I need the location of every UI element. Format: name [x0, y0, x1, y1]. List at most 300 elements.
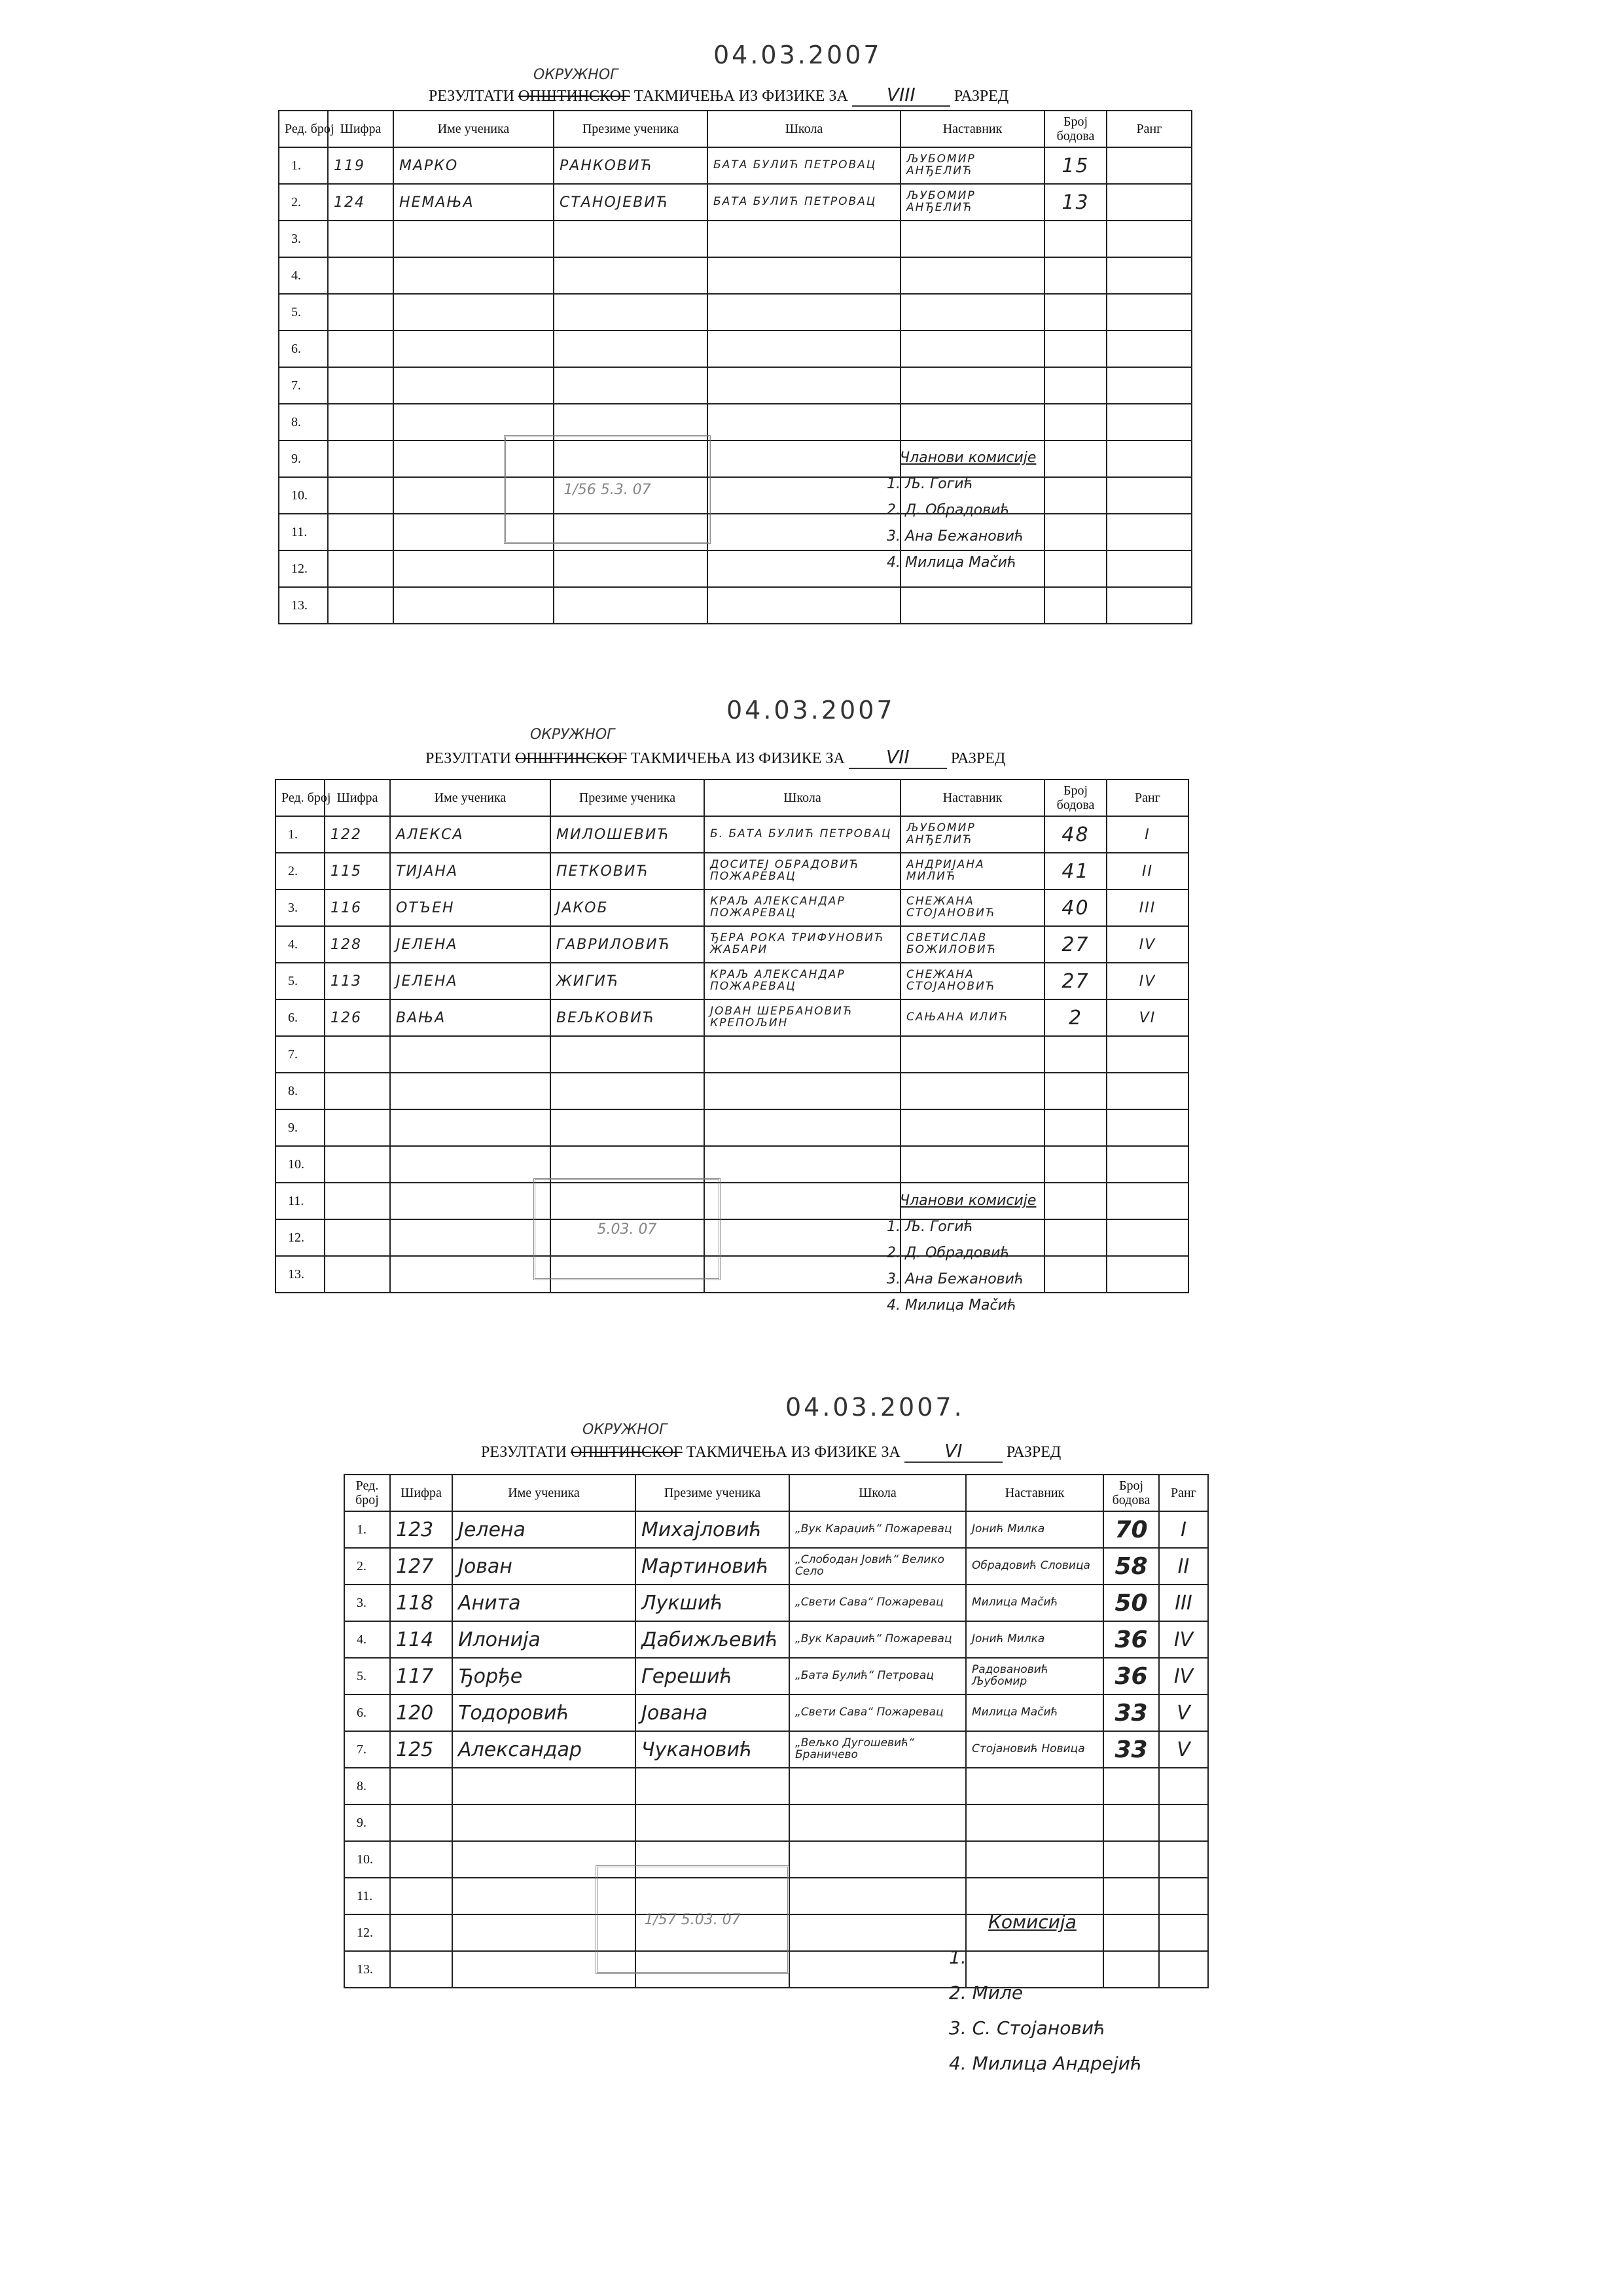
rank-cell: [1107, 1036, 1188, 1073]
first-name-cell: [390, 1073, 550, 1109]
code-cell: [390, 1841, 452, 1878]
rank-cell: [1107, 1073, 1188, 1109]
school-cell: [707, 367, 901, 404]
row-number: 8.: [276, 1073, 325, 1109]
first-name-cell: [393, 367, 554, 404]
rank-cell: [1107, 550, 1192, 587]
row-number: 13.: [276, 1256, 325, 1293]
teacher-cell: [901, 331, 1044, 367]
teacher-cell: Јонић Милка: [966, 1511, 1103, 1548]
score-cell: [1044, 257, 1107, 294]
col-rank: Ранг: [1159, 1475, 1208, 1511]
school-cell: [789, 1768, 966, 1804]
first-name-cell: АЛЕКСА: [390, 816, 550, 853]
code-cell: [390, 1878, 452, 1914]
table-row: [279, 404, 1192, 440]
heading-prefix: РЕЗУЛТАТИ: [429, 88, 514, 105]
code-cell: [325, 1256, 390, 1293]
rank-cell: [1107, 514, 1192, 550]
school-cell: [704, 1146, 901, 1183]
stamp-2: 5.03. 07: [533, 1178, 721, 1280]
first-name-cell: [393, 257, 554, 294]
header-row: [344, 1475, 1208, 1511]
col-teacher: Наставник: [966, 1475, 1103, 1511]
row-number: 11.: [344, 1878, 390, 1914]
last-name-cell: СТАНОЈЕВИЋ: [554, 184, 707, 221]
date-1: 04.03.2007: [713, 41, 882, 69]
table-row: [276, 853, 1188, 889]
inserted-word-2: ОКРУЖНОГ: [530, 726, 615, 743]
first-name-cell: Тодоровић: [452, 1695, 635, 1731]
rank-cell: [1107, 477, 1192, 514]
first-name-cell: [393, 587, 554, 624]
school-cell: „Свети Сава“ Пожаревац: [789, 1585, 966, 1621]
row-number: 7.: [279, 367, 328, 404]
row-number: 9.: [279, 440, 328, 477]
school-cell: [789, 1914, 966, 1951]
table-row: [276, 1219, 1188, 1256]
score-cell: [1044, 1219, 1107, 1256]
school-cell: [707, 294, 901, 331]
grade-field: VIII: [852, 84, 950, 107]
first-name-cell: МАРКО: [393, 147, 554, 184]
table-row: [276, 1109, 1188, 1146]
school-cell: [707, 404, 901, 440]
table-row: [279, 477, 1192, 514]
school-cell: [707, 550, 901, 587]
results-table-1: [278, 110, 1192, 624]
first-name-cell: [390, 1183, 550, 1219]
heading-middle: ТАКМИЧЕЊА ИЗ ФИЗИКЕ ЗА: [633, 88, 848, 105]
heading-suffix: РАЗРЕД: [1006, 1444, 1061, 1461]
school-cell: КРАЉ АЛЕКСАНДАР ПОЖАРЕВАЦ: [704, 889, 901, 926]
score-cell: [1044, 514, 1107, 550]
rank-cell: [1107, 331, 1192, 367]
code-cell: [390, 1951, 452, 1988]
teacher-cell: [901, 1109, 1044, 1146]
score-cell: 70: [1103, 1511, 1159, 1548]
commission-2: [887, 1188, 1036, 1319]
row-number: 10.: [279, 477, 328, 514]
school-cell: [789, 1841, 966, 1878]
rank-cell: I: [1159, 1511, 1208, 1548]
code-cell: [328, 367, 393, 404]
row-number: 2.: [279, 184, 328, 221]
table-row: [276, 963, 1188, 999]
row-number: 5.: [276, 963, 325, 999]
col-rank: Ранг: [1107, 780, 1188, 816]
first-name-cell: [393, 550, 554, 587]
table-row: [344, 1731, 1208, 1768]
last-name-cell: [550, 1109, 704, 1146]
row-number: 9.: [276, 1109, 325, 1146]
code-cell: 116: [325, 889, 390, 926]
school-cell: „Свети Сава“ Пожаревац: [789, 1695, 966, 1731]
row-number: 10.: [344, 1841, 390, 1878]
score-cell: [1044, 404, 1107, 440]
rank-cell: V: [1159, 1731, 1208, 1768]
header-row: [276, 780, 1188, 816]
first-name-cell: [452, 1768, 635, 1804]
stamp-3: 1/57 5.03. 07: [596, 1865, 789, 1974]
last-name-cell: [550, 1073, 704, 1109]
score-cell: [1044, 1109, 1107, 1146]
rank-cell: [1107, 1183, 1188, 1219]
last-name-cell: [635, 1768, 789, 1804]
row-number: 11.: [276, 1183, 325, 1219]
row-number: 3.: [344, 1585, 390, 1621]
code-cell: [328, 221, 393, 257]
last-name-cell: ПЕТКОВИЋ: [550, 853, 704, 889]
table-row: [344, 1511, 1208, 1548]
teacher-cell: АНДРИЈАНА МИЛИЋ: [901, 853, 1044, 889]
col-school: Школа: [789, 1475, 966, 1511]
row-number: 10.: [276, 1146, 325, 1183]
score-cell: 15: [1044, 147, 1107, 184]
table-row: [279, 257, 1192, 294]
table-row: [279, 331, 1192, 367]
school-cell: ЂЕРА РОКА ТРИФУНОВИЋ ЖАБАРИ: [704, 926, 901, 963]
row-number: 12.: [276, 1219, 325, 1256]
inserted-word-3: ОКРУЖНОГ: [582, 1422, 668, 1438]
table-row: [279, 294, 1192, 331]
table-row: [344, 1548, 1208, 1585]
first-name-cell: [390, 1146, 550, 1183]
row-number: 2.: [344, 1548, 390, 1585]
rank-cell: [1107, 1256, 1188, 1293]
last-name-cell: Дабижљевић: [635, 1621, 789, 1658]
code-cell: [325, 1036, 390, 1073]
col-school: Школа: [704, 780, 901, 816]
school-cell: „Вељко Дугошевић“ Браничево: [789, 1731, 966, 1768]
code-cell: 123: [390, 1511, 452, 1548]
first-name-cell: ЈЕЛЕНА: [390, 963, 550, 999]
header-row: [279, 111, 1192, 147]
col-no: Ред. број: [344, 1475, 390, 1511]
heading-middle: ТАКМИЧЕЊА ИЗ ФИЗИКЕ ЗА: [630, 750, 845, 767]
score-cell: [1103, 1804, 1159, 1841]
rank-cell: [1159, 1841, 1208, 1878]
table-row: [279, 550, 1192, 587]
commission-member: 1. Љ. Гогић: [887, 476, 973, 492]
last-name-cell: Мартиновић: [635, 1548, 789, 1585]
score-cell: 33: [1103, 1695, 1159, 1731]
code-cell: 120: [390, 1695, 452, 1731]
row-number: 8.: [344, 1768, 390, 1804]
col-teacher: Наставник: [901, 780, 1044, 816]
code-cell: 119: [328, 147, 393, 184]
table-row: [276, 889, 1188, 926]
score-cell: 48: [1044, 816, 1107, 853]
school-cell: [789, 1951, 966, 1988]
last-name-cell: [554, 257, 707, 294]
heading-suffix: РАЗРЕД: [950, 750, 1006, 767]
commission-member: 4. Милица Маčић: [887, 1297, 1017, 1314]
date-3: 04.03.2007.: [785, 1393, 965, 1422]
rank-cell: [1159, 1914, 1208, 1951]
code-cell: [328, 257, 393, 294]
heading-struck-word: ОПШТИНСКОГ: [570, 1444, 683, 1461]
row-number: 6.: [344, 1695, 390, 1731]
row-number: 13.: [279, 587, 328, 624]
code-cell: 125: [390, 1731, 452, 1768]
row-number: 6.: [276, 999, 325, 1036]
table-row: [276, 1146, 1188, 1183]
table-row: [279, 440, 1192, 477]
score-cell: [1044, 587, 1107, 624]
teacher-cell: Милица Маčић: [966, 1585, 1103, 1621]
rank-cell: [1159, 1878, 1208, 1914]
teacher-cell: [901, 1073, 1044, 1109]
code-cell: [325, 1073, 390, 1109]
last-name-cell: Михајловић: [635, 1511, 789, 1548]
score-cell: 27: [1044, 963, 1107, 999]
row-number: 7.: [276, 1036, 325, 1073]
rank-cell: [1107, 404, 1192, 440]
rank-cell: II: [1107, 853, 1188, 889]
score-cell: [1044, 367, 1107, 404]
score-cell: 33: [1103, 1731, 1159, 1768]
table-row: [279, 184, 1192, 221]
commission-member: 1. Љ. Гогић: [887, 1219, 973, 1235]
teacher-cell: [901, 294, 1044, 331]
code-cell: [328, 550, 393, 587]
table-row: [344, 1695, 1208, 1731]
last-name-cell: Лукшић: [635, 1585, 789, 1621]
teacher-cell: ЉУБОМИР АНЂЕЛИЋ: [901, 816, 1044, 853]
commission-member: 4. Милица Андрејић: [949, 2053, 1143, 2074]
score-cell: 13: [1044, 184, 1107, 221]
rank-cell: II: [1159, 1548, 1208, 1585]
teacher-cell: [901, 367, 1044, 404]
date-2: 04.03.2007: [726, 696, 895, 725]
score-cell: 40: [1044, 889, 1107, 926]
col-score: Број бодова: [1044, 780, 1107, 816]
row-number: 7.: [344, 1731, 390, 1768]
last-name-cell: [554, 587, 707, 624]
rank-cell: IV: [1107, 926, 1188, 963]
table-row: [344, 1585, 1208, 1621]
score-cell: 50: [1103, 1585, 1159, 1621]
table-row: [344, 1804, 1208, 1841]
first-name-cell: [393, 331, 554, 367]
code-cell: [390, 1804, 452, 1841]
first-name-cell: Јован: [452, 1548, 635, 1585]
school-cell: [707, 257, 901, 294]
school-cell: [704, 1073, 901, 1109]
rank-cell: [1107, 257, 1192, 294]
rank-cell: III: [1159, 1585, 1208, 1621]
first-name-cell: [390, 1109, 550, 1146]
last-name-cell: [554, 367, 707, 404]
row-number: 1.: [276, 816, 325, 853]
row-number: 12.: [279, 550, 328, 587]
col-rank: Ранг: [1107, 111, 1192, 147]
school-cell: [704, 1219, 901, 1256]
commission-member: 2. Д. Обрадовић: [887, 1245, 1010, 1261]
first-name-cell: ОТЪЕН: [390, 889, 550, 926]
col-no: Ред. број: [276, 780, 325, 816]
code-cell: 117: [390, 1658, 452, 1695]
row-number: 3.: [279, 221, 328, 257]
row-number: 9.: [344, 1804, 390, 1841]
code-cell: 127: [390, 1548, 452, 1585]
table-row: [344, 1658, 1208, 1695]
code-cell: [325, 1183, 390, 1219]
table-row: [279, 587, 1192, 624]
first-name-cell: Илонија: [452, 1621, 635, 1658]
rank-cell: IV: [1159, 1621, 1208, 1658]
score-cell: [1103, 1768, 1159, 1804]
teacher-cell: [901, 1036, 1044, 1073]
score-cell: [1044, 331, 1107, 367]
row-number: 2.: [276, 853, 325, 889]
code-cell: [325, 1146, 390, 1183]
last-name-cell: [554, 331, 707, 367]
first-name-cell: ЈЕЛЕНА: [390, 926, 550, 963]
school-cell: [789, 1878, 966, 1914]
school-cell: [707, 477, 901, 514]
row-number: 4.: [276, 926, 325, 963]
teacher-cell: СНЕЖАНА СТОЈАНОВИЋ: [901, 963, 1044, 999]
first-name-cell: Александар: [452, 1731, 635, 1768]
commission-member: 3. Ана Бежановић: [887, 1271, 1024, 1287]
first-name-cell: НЕМАЊА: [393, 184, 554, 221]
rank-cell: IV: [1107, 963, 1188, 999]
school-cell: [789, 1804, 966, 1841]
table-row: [279, 367, 1192, 404]
school-cell: БАТА БУЛИЋ ПЕТРОВАЦ: [707, 147, 901, 184]
heading-2: [425, 746, 1005, 769]
rank-cell: [1107, 587, 1192, 624]
code-cell: [328, 514, 393, 550]
col-score: Број бодова: [1103, 1475, 1159, 1511]
school-cell: [704, 1036, 901, 1073]
results-table-2: [275, 779, 1189, 1293]
teacher-cell: [901, 1146, 1044, 1183]
school-cell: Б. БАТА БУЛИЋ ПЕТРОВАЦ: [704, 816, 901, 853]
rank-cell: [1107, 147, 1192, 184]
score-cell: 27: [1044, 926, 1107, 963]
score-cell: 41: [1044, 853, 1107, 889]
code-cell: [328, 294, 393, 331]
rank-cell: [1107, 184, 1192, 221]
first-name-cell: ВАЊА: [390, 999, 550, 1036]
score-cell: 36: [1103, 1658, 1159, 1695]
school-cell: [704, 1109, 901, 1146]
row-number: 13.: [344, 1951, 390, 1988]
table-row: [279, 514, 1192, 550]
last-name-cell: РАНКОВИЋ: [554, 147, 707, 184]
school-cell: [707, 514, 901, 550]
table-row: [344, 1768, 1208, 1804]
last-name-cell: МИЛОШЕВИЋ: [550, 816, 704, 853]
rank-cell: [1159, 1951, 1208, 1988]
teacher-cell: [966, 1768, 1103, 1804]
first-name-cell: Јелена: [452, 1511, 635, 1548]
table-row: [276, 1073, 1188, 1109]
school-cell: [707, 440, 901, 477]
school-cell: БАТА БУЛИЋ ПЕТРОВАЦ: [707, 184, 901, 221]
row-number: 6.: [279, 331, 328, 367]
code-cell: [328, 331, 393, 367]
code-cell: 128: [325, 926, 390, 963]
heading-3: [481, 1440, 1061, 1463]
rank-cell: [1107, 1109, 1188, 1146]
rank-cell: [1107, 294, 1192, 331]
teacher-cell: [966, 1841, 1103, 1878]
col-last: Презиме ученика: [554, 111, 707, 147]
first-name-cell: [390, 1219, 550, 1256]
table-row: [279, 147, 1192, 184]
grade-field: VI: [904, 1440, 1003, 1463]
commission-member: 1.: [949, 1946, 967, 1968]
code-cell: 124: [328, 184, 393, 221]
teacher-cell: ЉУБОМИР АНЂЕЛИЋ: [901, 147, 1044, 184]
teacher-cell: [966, 1804, 1103, 1841]
commission-member: 2. Д. Обрадовић: [887, 502, 1010, 518]
heading-prefix: РЕЗУЛТАТИ: [425, 750, 511, 767]
rank-cell: [1107, 1146, 1188, 1183]
last-name-cell: ЈАКОБ: [550, 889, 704, 926]
table-row: [344, 1621, 1208, 1658]
score-cell: [1044, 1183, 1107, 1219]
teacher-cell: [901, 587, 1044, 624]
school-cell: [707, 587, 901, 624]
rank-cell: [1159, 1768, 1208, 1804]
code-cell: 122: [325, 816, 390, 853]
teacher-cell: [901, 221, 1044, 257]
rank-cell: [1107, 367, 1192, 404]
last-name-cell: Чукановић: [635, 1731, 789, 1768]
teacher-cell: ЉУБОМИР АНЂЕЛИЋ: [901, 184, 1044, 221]
first-name-cell: ТИЈАНА: [390, 853, 550, 889]
score-cell: 58: [1103, 1548, 1159, 1585]
commission-title: Чланови комисије: [900, 1193, 1037, 1209]
commission-title: Чланови комисије: [900, 450, 1037, 466]
rank-cell: [1159, 1804, 1208, 1841]
col-first: Име ученика: [393, 111, 554, 147]
school-cell: [707, 221, 901, 257]
teacher-cell: СНЕЖАНА СТОЈАНОВИЋ: [901, 889, 1044, 926]
code-cell: 126: [325, 999, 390, 1036]
rank-cell: [1107, 1219, 1188, 1256]
row-number: 12.: [344, 1914, 390, 1951]
teacher-cell: Радовановић Љубомир: [966, 1658, 1103, 1695]
teacher-cell: САЊАНА ИЛИЋ: [901, 999, 1044, 1036]
last-name-cell: [550, 1146, 704, 1183]
heading-suffix: РАЗРЕД: [954, 88, 1009, 105]
col-first: Име ученика: [390, 780, 550, 816]
score-cell: [1044, 550, 1107, 587]
commission-3: [949, 1905, 1142, 2081]
teacher-cell: Јонић Милка: [966, 1621, 1103, 1658]
heading-struck-word: ОПШТИНСКОГ: [514, 750, 627, 767]
table-row: [276, 926, 1188, 963]
last-name-cell: [554, 550, 707, 587]
score-cell: [1044, 477, 1107, 514]
score-cell: [1044, 1256, 1107, 1293]
last-name-cell: ЖИГИЋ: [550, 963, 704, 999]
first-name-cell: Ђорђе: [452, 1658, 635, 1695]
code-cell: [328, 587, 393, 624]
col-code: Шифра: [390, 1475, 452, 1511]
inserted-word-1: ОКРУЖНОГ: [533, 67, 618, 83]
table-row: [276, 999, 1188, 1036]
code-cell: 118: [390, 1585, 452, 1621]
last-name-cell: [550, 1036, 704, 1073]
row-number: 1.: [279, 147, 328, 184]
